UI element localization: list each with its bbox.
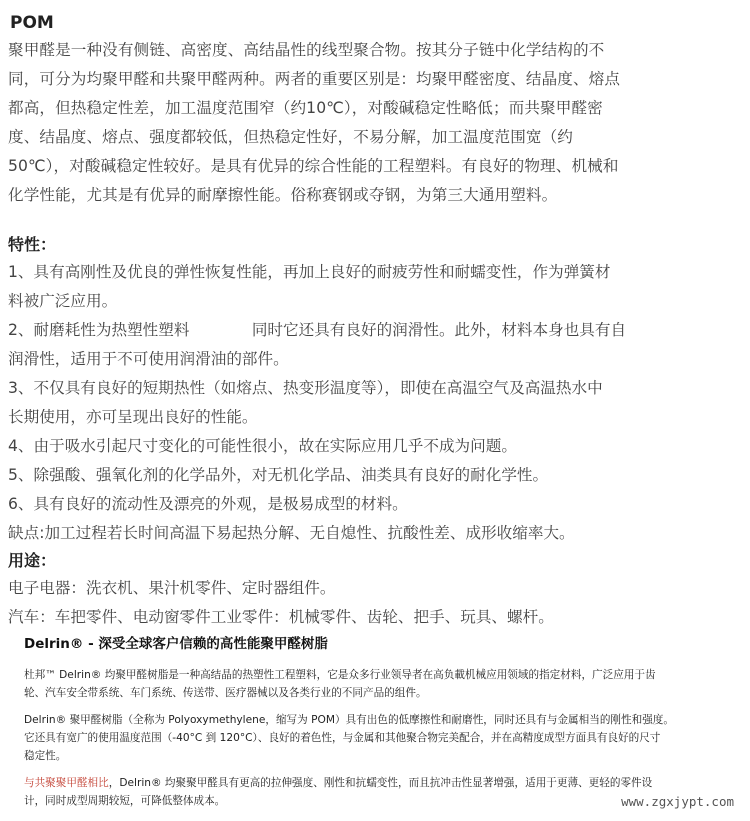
use-line: 汽车：车把零件、电动窗零件工业零件：机械零件、齿轮、把手、玩具、螺杆。 [8, 608, 554, 626]
feature-line: 润滑性，适用于不可使用润滑油的部件。 [8, 350, 289, 368]
features-list [8, 258, 744, 548]
feature-line: 1、具有高刚性及优良的弹性恢复性能，再加上良好的耐疲劳性和耐蠕变性，作为弹簧材 [8, 263, 611, 281]
feature-line: 缺点:加工过程若长时间高温下易起热分解、无自熄性、抗酸性差、成形收缩率大。 [8, 524, 575, 542]
delrin-para-line: 杜邦™ Delrin® 均聚甲醛树脂是一种高结晶的热塑性工程塑料，它是众多行业领导者在高负載机械应用领域的指定材料，广泛应用于齿 [24, 669, 656, 681]
feature-line: 长期使用，亦可呈现出良好的性能。 [8, 408, 258, 426]
intro-line: 化学性能，尤其是有优异的耐摩擦性能。俗称赛钢或夺钢，为第三大通用塑料。 [8, 186, 558, 204]
uses-list [8, 574, 744, 632]
intro-line: 50℃），对酸碱稳定性较好。是具有优异的综合性能的工程塑料。有良好的物理、机械和 [8, 157, 619, 175]
intro-line: 同，可分为均聚甲醛和共聚甲醛两种。两者的重要区别是：均聚甲醛密度、结晶度、熔点 [8, 70, 621, 88]
delrin-para-line: 它还具有宽广的使用温度范围（-40°C 到 120°C）、良好的着色性，与金属和其他聚合物完美配合，并在高精度成型方面具有良好的尺寸 [24, 732, 661, 744]
delrin-para-line: 轮、汽车安全带系统、车门系统、传送带、医疗器械以及各类行业的不同产品的组件。 [24, 687, 427, 699]
delrin-para-line: 计，同时成型周期较短，可降低整体成本。 [24, 795, 226, 807]
feature-line: 4、由于吸水引起尺寸变化的可能性很小，故在实际应用几乎不成为问题。 [8, 437, 517, 455]
feature-line: 6、具有良好的流动性及漂亮的外观，是极易成型的材料。 [8, 495, 408, 513]
intro-line: 度、结晶度、熔点、强度都较低，但热稳定性好，不易分解，加工温度范围宽（约 [8, 128, 573, 146]
delrin-para-text: ，Delrin® 均聚聚甲醛具有更高的拉伸强度、刚性和抗蠕变性，而且抗冲击性显著增强，适用于更薄、更轻的零件设 [108, 777, 653, 789]
delrin-para-line: 稳定性。 [24, 750, 67, 762]
uses-heading: 用途： [8, 551, 57, 570]
copolymer-comparison-link[interactable]: 与共聚聚甲醛相比 [24, 777, 109, 789]
intro-line: 聚甲醛是一种没有侧链、高密度、高结晶性的线型聚合物。按其分子链中化学结构的不 [8, 41, 605, 59]
site-watermark: www.zgxjypt.com [621, 794, 734, 809]
pom-intro [8, 36, 744, 210]
intro-line: 都高，但热稳定性差，加工温度范围窄（约10℃），对酸碱稳定性略低；而共聚甲醛密 [8, 99, 603, 117]
feature-line: 2、耐磨耗性为热塑性塑料 同时它还具有良好的润滑性。此外，材料本身也具有自 [8, 321, 627, 339]
delrin-para-line: Delrin® 聚甲醛树脂（全称为 Polyoxymethylene，缩写为 POM）具有出色的低摩擦性和耐磨性，同时还具有与金属相当的刚性和强度。 [24, 714, 674, 726]
feature-line: 5、除强酸、强氧化剂的化学品外，对无机化学品、油类具有良好的耐化学性。 [8, 466, 549, 484]
features-heading: 特性： [8, 235, 57, 254]
delrin-title: Delrin® - 深受全球客户信赖的高性能聚甲醛树脂 [24, 636, 328, 652]
delrin-para-2 [24, 711, 724, 765]
delrin-para-1 [24, 666, 724, 702]
pom-title: POM [10, 13, 54, 33]
feature-line: 料被广泛应用。 [8, 292, 118, 310]
pom-section [8, 12, 744, 632]
delrin-section [24, 634, 724, 819]
use-line: 电子电器：洗衣机、果汁机零件、定时器组件。 [8, 579, 336, 597]
delrin-para-line [24, 774, 724, 792]
feature-line: 3、不仅具有良好的短期热性（如熔点、热变形温度等），即使在高温空气及高温热水中 [8, 379, 603, 397]
